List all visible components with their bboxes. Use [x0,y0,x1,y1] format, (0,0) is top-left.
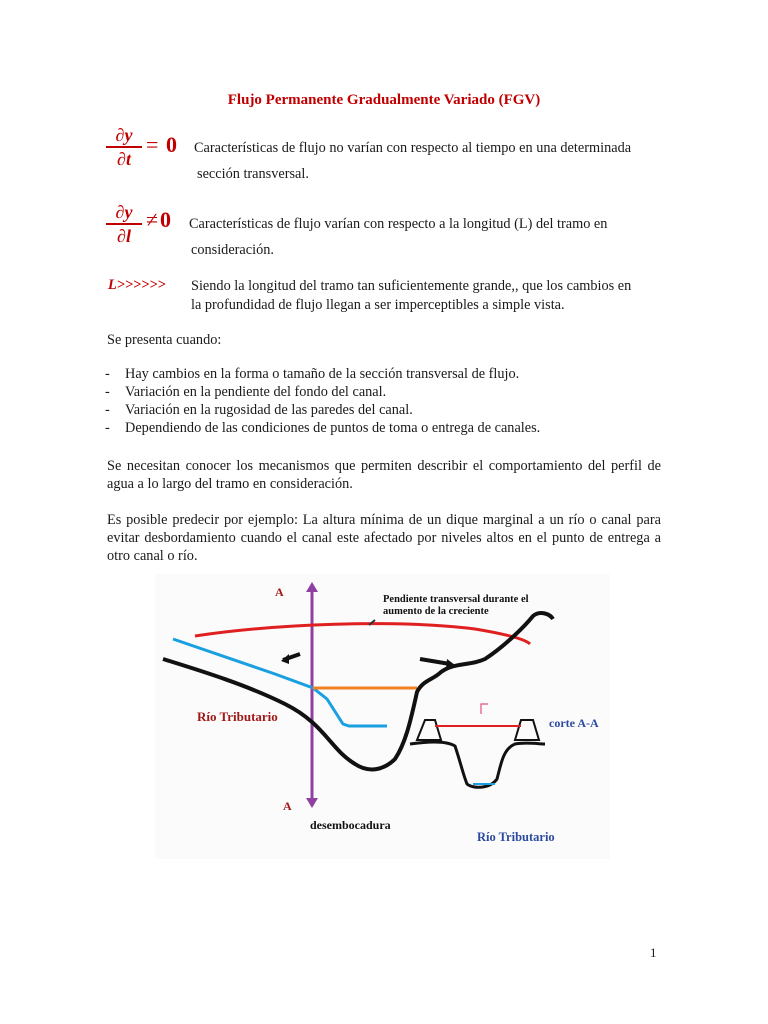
zero-value: 0 [160,207,171,232]
length-label: L>>>>>> [108,277,166,293]
list-item [105,419,540,437]
slope-label-line2: aumento de la creciente [383,606,489,617]
fraction-dy-dl [104,202,144,246]
mouth-label: desembocadura [310,818,391,832]
paragraph-mechanisms: Se necesitan conocer los mecanismos que permiten describir el comportamiento del perfil de agua a lo largo del tramo en consideración. [107,458,661,492]
not-equal-sign: ≠ [146,207,159,232]
list-item-text: Hay cambios en la forma o tamaño de la sección transversal de flujo. [125,366,520,382]
conditions-list [105,365,540,437]
paragraph-example: Es posible predecir por ejemplo: La altura mínima de un dique marginal a un río o canal para evitar desbordamiento cuando el canal este afectado por niveles altos en el punto de entrega a otro canal o río. [107,512,661,564]
fraction-numerator: ∂y [115,125,133,145]
eq2-description-line1: Características de flujo varían con respecto a la longitud (L) del tramo en [189,216,608,232]
fraction-bar [106,223,142,225]
length-description-line1: Siendo la longitud del tramo tan suficientemente grande,, que los cambios en [191,278,632,294]
bullet-dash: - [105,402,110,418]
list-item [105,365,540,383]
fraction-bar [106,146,142,148]
bullet-dash: - [105,366,110,382]
fraction-denominator: ∂t [117,149,131,169]
list-item [105,383,540,401]
fraction-denominator: ∂l [117,226,131,246]
list-item-text: Dependiendo de las condiciones de puntos de toma o entrega de canales. [125,420,541,436]
fraction-numerator: ∂y [115,202,133,222]
slope-label-line1: Pendiente transversal durante el [383,594,529,605]
length-description-line2: la profundidad de flujo llegan a ser imperceptibles a simple vista. [191,297,565,313]
eq1-description-line1: Características de flujo no varían con respecto al tiempo en una determinada [194,140,632,156]
bullet-dash: - [105,384,110,400]
label-a-bottom: A [283,799,292,813]
intro-text: Se presenta cuando: [107,332,222,348]
eq1-description-line2: sección transversal. [197,166,309,182]
fraction-dy-dt [104,125,144,169]
equals-sign: = [146,132,159,157]
tributary-label-left: Río Tributario [197,709,278,724]
river-cross-section-figure [155,574,610,859]
tributary-label-right: Río Tributario [477,830,555,844]
eq2-description-line2: consideración. [191,242,274,258]
page-number: 1 [650,945,657,960]
page-title: Flujo Permanente Gradualmente Variado (FGV) [227,92,541,108]
list-item-text: Variación en la rugosidad de las paredes del canal. [125,402,413,418]
bullet-dash: - [105,420,110,436]
list-item [105,401,540,419]
list-item-text: Variación en la pendiente del fondo del canal. [125,384,387,400]
label-a-top: A [275,585,284,599]
zero-value: 0 [166,132,177,157]
section-label: corte A-A [549,716,599,730]
